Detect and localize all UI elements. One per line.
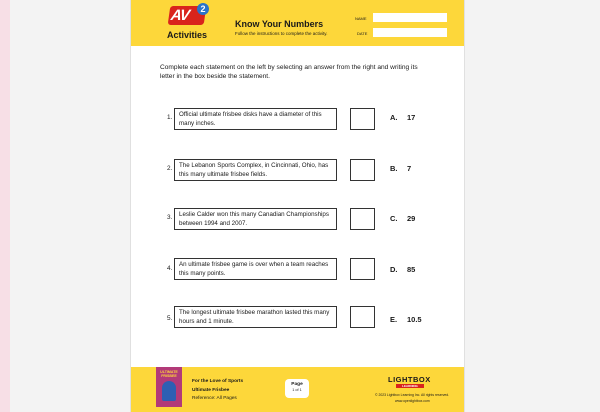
question-box: An ultimate frisbee game is over when a team reaches this many points. bbox=[174, 258, 337, 280]
answer-value: 10.5 bbox=[407, 315, 422, 324]
name-label: NAME bbox=[355, 16, 367, 21]
name-field[interactable] bbox=[373, 13, 447, 22]
reference-text: Reference: All Pages bbox=[192, 396, 237, 401]
copyright-text: © 2023 Lightbox Learning Inc. All rights reserved. bbox=[375, 393, 450, 397]
answer-letter: D. bbox=[390, 265, 398, 274]
page-subtitle: Follow the instructions to complete the activity. bbox=[235, 31, 328, 36]
page-word: Page bbox=[291, 382, 303, 387]
answer-box-5[interactable] bbox=[350, 306, 375, 328]
answer-box-4[interactable] bbox=[350, 258, 375, 280]
book-title: Ultimate Frisbee bbox=[192, 388, 230, 393]
answer-value: 29 bbox=[407, 214, 416, 223]
answer-box-1[interactable] bbox=[350, 108, 375, 130]
lightbox-logo: LIGHTBOX bbox=[388, 375, 431, 384]
question-number: 3. bbox=[167, 214, 173, 221]
viewer-edge bbox=[0, 0, 10, 412]
cover-title: ULTIMATE FRISBEE bbox=[160, 370, 178, 379]
answer-box-2[interactable] bbox=[350, 159, 375, 181]
website-link[interactable]: www.openlightbox.com bbox=[395, 399, 430, 403]
question-box: The longest ultimate frisbee marathon lasted this many hours and 1 minute. bbox=[174, 306, 337, 328]
date-label: DATE bbox=[357, 31, 368, 36]
series-title: For the Love of Sports bbox=[192, 379, 244, 384]
section-label: Activities bbox=[167, 30, 208, 40]
answer-value: 7 bbox=[407, 164, 412, 173]
answer-letter: C. bbox=[390, 214, 398, 223]
question-number: 2. bbox=[167, 165, 173, 172]
cover-player-figure bbox=[162, 381, 176, 401]
answer-letter: B. bbox=[390, 164, 398, 173]
question-box: Leslie Calder won this many Canadian Championships between 1994 and 2007. bbox=[174, 208, 337, 230]
page-badge bbox=[285, 379, 309, 398]
question-number: 5. bbox=[167, 315, 173, 322]
header-band bbox=[131, 0, 464, 46]
page-number: 1 of 1 bbox=[292, 388, 302, 392]
logo-superscript: 2 bbox=[197, 3, 209, 15]
date-field[interactable] bbox=[373, 28, 447, 37]
answer-box-3[interactable] bbox=[350, 208, 375, 230]
logo-text: AV bbox=[169, 7, 190, 24]
instructions: Complete each statement on the left by selecting an answer from the right and writing its letter in the box beside the statement. bbox=[160, 64, 418, 80]
book-cover-image bbox=[156, 367, 182, 407]
question-box: The Lebanon Sports Complex, in Cincinnati, Ohio, has this many ultimate frisbee fields. bbox=[174, 159, 337, 181]
footer-band bbox=[131, 367, 464, 412]
question-box: Official ultimate frisbee disks have a diameter of this many inches. bbox=[174, 108, 337, 130]
worksheet-page bbox=[130, 0, 465, 412]
answer-value: 17 bbox=[407, 113, 416, 122]
lightbox-tag: LEARNING bbox=[396, 384, 424, 388]
answer-letter: E. bbox=[390, 315, 398, 324]
answer-value: 85 bbox=[407, 265, 416, 274]
question-number: 4. bbox=[167, 265, 173, 272]
page-title: Know Your Numbers bbox=[235, 19, 324, 29]
answer-letter: A. bbox=[390, 113, 398, 122]
question-number: 1. bbox=[167, 114, 173, 121]
